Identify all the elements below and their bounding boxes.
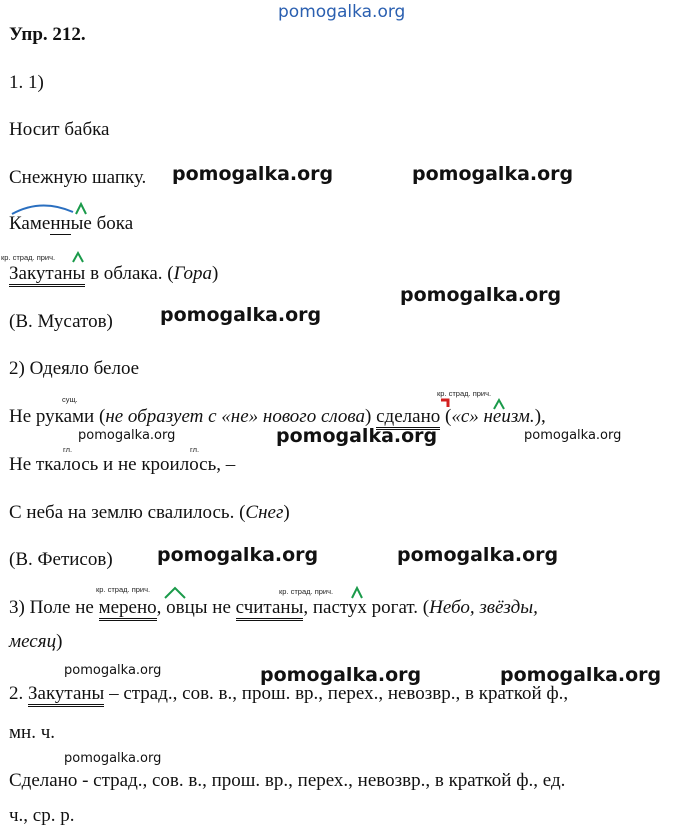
section2-line2: мн. ч. <box>9 722 55 743</box>
poem2-line1: 2) Одеяло белое <box>9 358 140 379</box>
poem1-line4: Закутаны в облака. (Гора) <box>9 263 218 285</box>
poem2-author: (В. Фетисов) <box>9 549 113 570</box>
watermark: pomogalka.org <box>400 284 562 306</box>
poem3-line1: 3) Поле не мерено, овцы не считаны, пастух рогат. (Небо, звёзды, <box>9 597 538 619</box>
watermark: pomogalka.org <box>500 664 662 686</box>
answer-nebo-zvezdy: Небо, звёзды, <box>429 597 538 618</box>
label-kr-strad-prich-2: кр. страд. прич. <box>437 389 492 398</box>
note-ne: не образует с «не» нового слова <box>105 406 366 427</box>
watermark: pomogalka.org <box>412 163 574 185</box>
label-gl-2: гл. <box>190 445 200 454</box>
section2-line3: Сделано - страд., сов. в., прош. вр., перех., невозвр., в краткой ф., ед. <box>9 770 566 791</box>
watermark: pomogalka.org <box>172 163 334 185</box>
predicate-schitany: считаны <box>236 597 304 621</box>
label-kr-strad-prich-3: кр. страд. прич. <box>96 585 151 594</box>
watermark: pomogalka.org <box>160 304 322 326</box>
suffix-mark-icon <box>73 253 83 262</box>
label-kr-strad-prich-4: кр. страд. прич. <box>279 587 334 596</box>
term-zakutany: Закутаны <box>28 683 104 707</box>
exercise-title: Упр. 212. <box>9 24 86 45</box>
poem1-author: (В. Мусатов) <box>9 311 113 332</box>
section2-line1: 2. Закутаны – страд., сов. в., прош. вр., перех., невозвр., в краткой ф., <box>9 683 568 705</box>
predicate-zakutany: Закутаны <box>9 263 85 287</box>
label-sushch: сущ. <box>62 395 78 404</box>
poem1-line2: Снежную шапку. <box>9 167 147 188</box>
poem2-line2: Не руками (не образует с «не» нового слова) сделано («с» неизм.), <box>9 406 546 428</box>
watermark: pomogalka.org <box>524 428 622 443</box>
label-kr-strad-prich: кр. страд. прич. <box>1 253 56 262</box>
text-part: ые бока <box>70 213 134 234</box>
watermark: pomogalka.org <box>157 544 319 566</box>
double-n-underlined: нн <box>50 213 71 234</box>
predicate-sdelano: сделано <box>376 406 440 430</box>
section-1-heading: 1. 1) <box>9 72 44 93</box>
watermark: pomogalka.org <box>64 663 162 678</box>
label-gl-1: гл. <box>63 445 73 454</box>
watermark: pomogalka.org <box>78 428 176 443</box>
answer-mesyats: месяц <box>9 631 57 652</box>
watermark: pomogalka.org <box>397 544 559 566</box>
poem2-line3: Не ткалось и не кроилось, – <box>9 454 236 475</box>
watermark: pomogalka.org <box>260 664 422 686</box>
predicate-mereno: мерено <box>99 597 157 621</box>
watermark: pomogalka.org <box>276 425 438 447</box>
suffix-mark-zakutany <box>72 251 84 263</box>
poem1-line1: Носит бабка <box>9 119 110 140</box>
poem1-line3 <box>9 213 133 235</box>
note-s: «с» неизм. <box>451 406 535 427</box>
answer-gora: Гора <box>173 263 212 284</box>
answer-sneg: Снег <box>245 502 284 523</box>
section2-line4: ч., ср. р. <box>9 805 75 826</box>
watermark: pomogalka.org <box>64 751 162 766</box>
top-watermark: pomogalka.org <box>278 2 406 22</box>
poem3-line2: месяц) <box>9 631 63 652</box>
poem2-line4: С неба на землю свалилось. (Снег) <box>9 502 290 523</box>
text-part: Каме <box>9 213 51 234</box>
